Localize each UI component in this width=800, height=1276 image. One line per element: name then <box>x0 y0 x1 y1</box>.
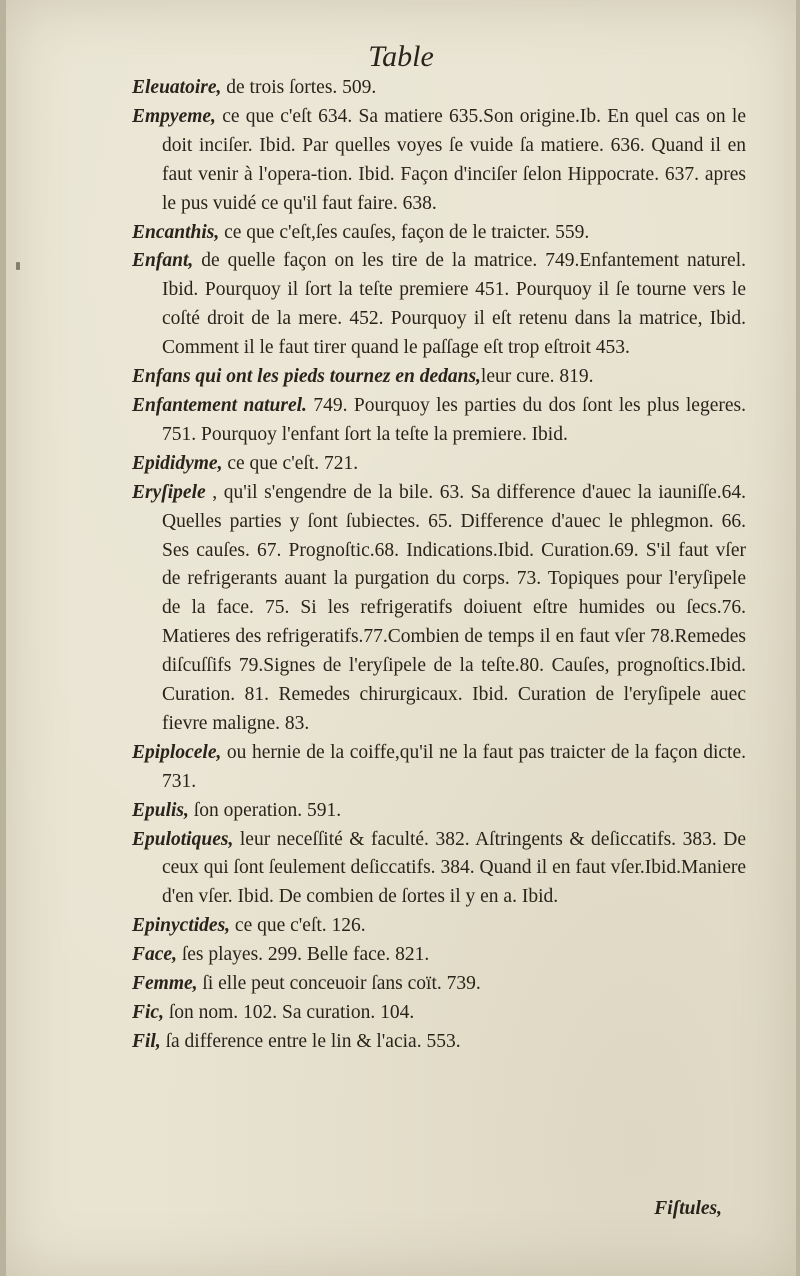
entry-text: ce que c'eſt. 721. <box>222 452 359 474</box>
page-title: Table <box>368 40 434 73</box>
entry-text: leur cure. 819. <box>480 366 594 388</box>
index-entry <box>132 450 746 479</box>
entry-head: Enfans qui ont les pieds tournez en dedans, <box>132 366 481 388</box>
entry-text: ce que c'eſt 634. Sa matiere 635.Son origine.Ib. En quel cas on le doit inciſer. Ibid. Par quelles voyes ſe vuide ſa matiere. 636. Quand il en faut venir à l'opera-tion. Ibid. Façon d'inciſer ſelon Hippocrate. 637. apres le pus vuidé ce qu'il faut faire. 638. <box>162 105 746 214</box>
index-entry <box>132 479 746 739</box>
index-entry <box>132 247 746 363</box>
entry-head: Empyeme, <box>132 105 216 127</box>
index-entry <box>132 970 746 999</box>
index-entry <box>132 219 746 248</box>
index-entry <box>132 74 746 103</box>
entry-head: Face, <box>132 944 177 966</box>
entry-text: ſes playes. 299. Belle face. 821. <box>176 944 430 966</box>
entry-text: ce que c'eſt. 126. <box>230 915 366 937</box>
entry-head: Femme, <box>132 973 198 995</box>
index-entry <box>132 739 746 797</box>
entry-text: , qu'il s'engendre de la bile. 63. Sa difference d'auec la iauniſſe.64. Quelles parties y ſont ſubiectes. 65. Difference d'auec le phlegmon. 66. Ses cauſes. 67. Prognoſtic.68. Indications.Ibid. Curation.69. S'il faut vſer de refrigerants auant la purgation du corps. 73. Topiques pour l'eryſipele de la face. 75. Si les refrigeratifs doiuent eſtre humides ou ſecs.76. Matieres des refrigeratifs.77.Combien de temps il en faut vſer 78.Remedes diſcuſſifs 79.Signes de l'eryſipele de la teſte.80. Cauſes, prognoſtics.Ibid. Curation. 81. Remedes chirurgicaux. Ibid. Curation de l'eryſipele auec fievre maligne. 83. <box>162 481 746 734</box>
entry-text: ou hernie de la coiffe,qu'il ne la faut pas traicter de la façon dicte. 731. <box>162 741 746 792</box>
entry-text: ſon nom. 102. Sa curation. 104. <box>163 1002 415 1023</box>
entry-text: ſon operation. 591. <box>188 799 342 821</box>
index-entry <box>132 797 746 826</box>
entry-head: Epiplocele, <box>132 741 222 763</box>
entry-text: ſa difference entre le lin & l'acia. 553. <box>160 1030 461 1052</box>
index-entry <box>132 826 746 913</box>
entry-head: Epulis, <box>132 799 189 821</box>
index-entry <box>132 1028 746 1057</box>
entry-head: Encanthis, <box>132 221 220 243</box>
entry-head: Eryſipele <box>132 481 206 503</box>
entry-text: de trois ſortes. 509. <box>221 77 377 98</box>
margin-blot <box>16 262 20 270</box>
entry-text: ſi elle peut conceuoir ſans coït. 739. <box>197 973 481 995</box>
entry-head: Fil, <box>132 1030 161 1052</box>
catchword: Fiſtules, <box>654 1198 722 1219</box>
index-entries <box>132 74 746 1057</box>
entry-head: Epididyme, <box>132 452 223 474</box>
index-entry <box>132 999 746 1028</box>
index-entry <box>132 912 746 941</box>
book-page <box>6 0 796 1276</box>
index-entry <box>132 103 746 219</box>
entry-head: Enfant, <box>132 250 194 272</box>
entry-head: Enfantement naturel. <box>132 394 307 416</box>
entry-head: Epinyctides, <box>132 915 231 937</box>
entry-text: 749. Pourquoy les parties du dos ſont les plus legeres. 751. Pourquoy l'enfant ſort la teſte la premiere. Ibid. <box>162 394 746 445</box>
index-entry <box>132 363 746 392</box>
entry-head: Eleuatoire, <box>132 77 222 98</box>
entry-text: ce que c'eſt,ſes cauſes, façon de le traicter. 559. <box>219 221 590 243</box>
index-entry <box>132 941 746 970</box>
entry-text: de quelle façon on les tire de la matrice. 749.Enfantement naturel. Ibid. Pourquoy il ſort la teſte premiere 451. Pourquoy il ſe tourne vers le coſté droit de la mere. 452. Pourquoy il eſt retenu dans la matrice, Ibid. Comment il le faut tirer quand le paſſage eſt trop eſtroit 453. <box>162 250 746 359</box>
index-entry <box>132 392 746 450</box>
entry-text: leur neceſſité & faculté. 382. Aſtringents & deſiccatifs. 383. De ceux qui ſont ſeulement deſiccatifs. 384. Quand il en faut vſer.Ibid.Maniere d'en vſer. Ibid. De combien de ſortes il y en a. Ibid. <box>162 828 746 908</box>
entry-head: Epulotiques, <box>132 828 234 850</box>
entry-head: Fic, <box>132 1002 164 1023</box>
